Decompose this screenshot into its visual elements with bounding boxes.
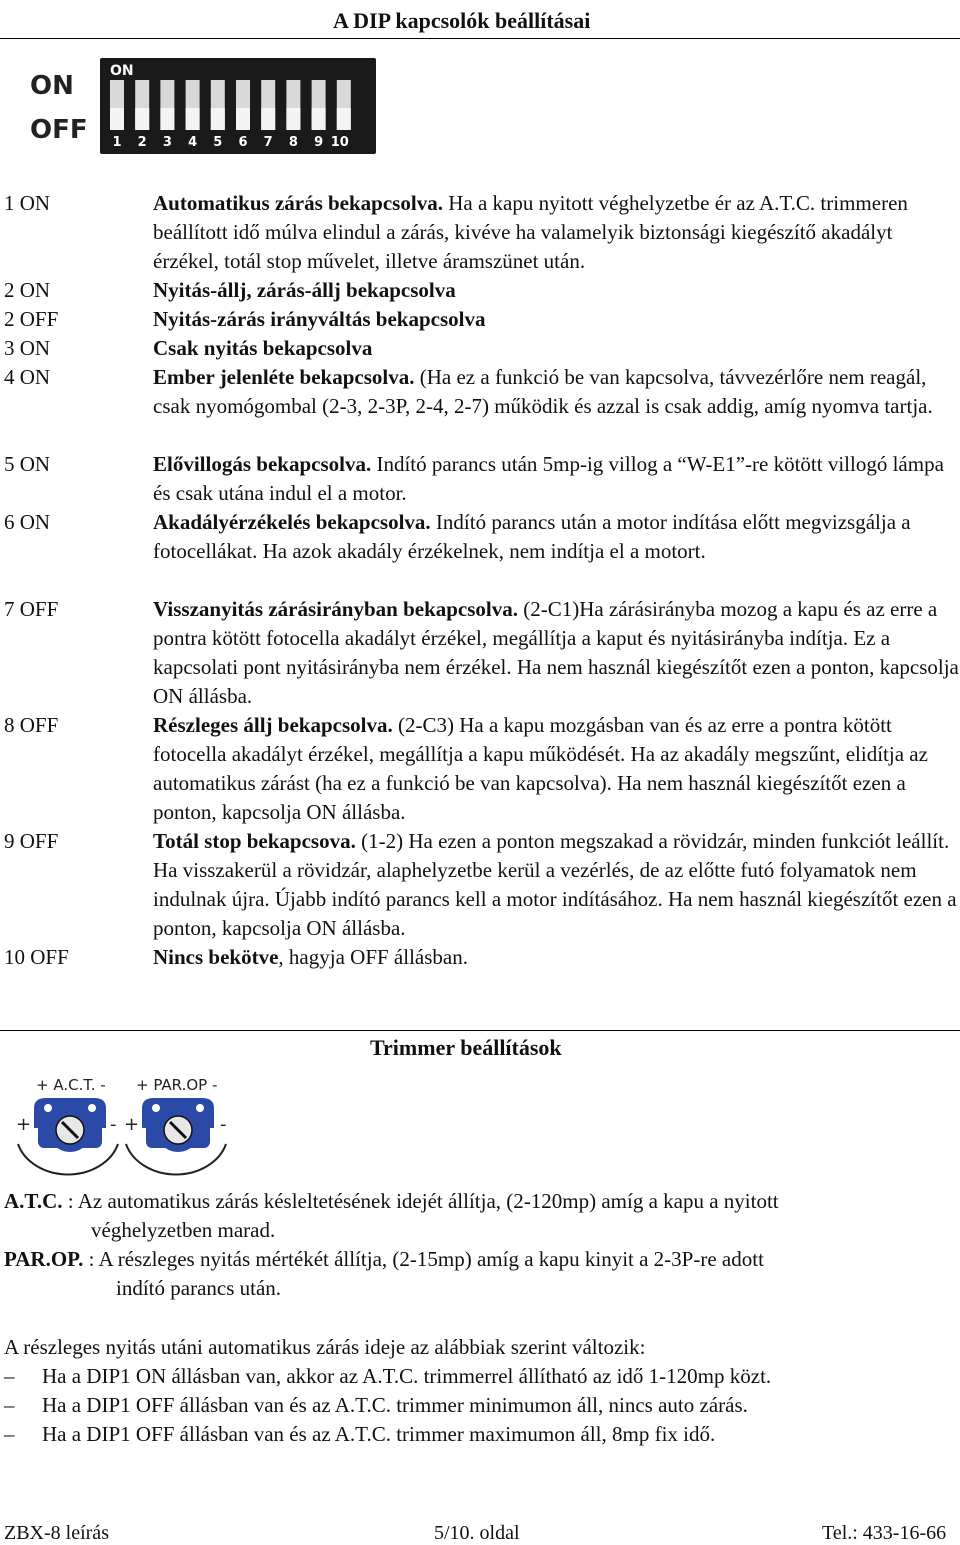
dash-bullet: – xyxy=(4,1364,15,1388)
dip-setting-text: Ha a kapu nyitott véghelyzetbe ér az A.T.C. trimmeren beállított idő múlva elindul a zárás, kivéve ha valamelyik biztonsági kiegészítő akadályt érzékel, totál stop művelet, illetve áramszünet után. xyxy=(153,191,908,273)
dip-lever-off xyxy=(337,108,351,130)
dip-setting-label: 4 ON xyxy=(4,365,51,389)
dip-setting-title: Ember jelenléte bekapcsolva. xyxy=(153,365,415,389)
dip-switch-number: 6 xyxy=(238,135,248,150)
section-rule xyxy=(0,1030,960,1031)
dip-lever-off xyxy=(186,108,200,130)
dip-setting-label: 2 OFF xyxy=(4,307,59,331)
dip-lever-off xyxy=(160,108,174,130)
trimmer-illustration xyxy=(0,1068,260,1188)
auto-close-item: – Ha a DIP1 OFF állásban van és az A.T.C. trimmer minimumon áll, nincs auto zárás. xyxy=(4,1391,748,1420)
dip-lever-off xyxy=(211,108,225,130)
dip-switch-number: 5 xyxy=(213,135,223,150)
dip-setting-text: , hagyja OFF állásban. xyxy=(278,945,468,969)
dip-setting-text: (2-C3) Ha a kapu mozgásban van és az erre a pontra kötött fotocella akadályt érzékel, megállítja a kapu működését. Ha az akadály megszűnt, elidítja az automatikus zárást (ha ez a funkció be van kapcsolva). Ha nem használ kiegészítőt ezen a ponton, kapcsolja ON állásba. xyxy=(153,713,928,824)
page-title: A DIP kapcsolók beállításai xyxy=(333,8,591,33)
dip-setting-description xyxy=(153,595,960,711)
dip-setting-text: Indító parancs után a motor indítása előtt megvizsgálja a fotocellákat. Ha azok akadály érzékelnek, nem indítja el a motort. xyxy=(153,510,911,563)
dip-setting-title: Nyitás-zárás irányváltás bekapcsolva xyxy=(153,307,486,331)
dip-switch-number: 8 xyxy=(288,135,298,150)
trimmer-parop-text: : A részleges nyitás mértékét állítja, (2-15mp) amíg a kapu kinyit a 2-3P-re adott xyxy=(83,1247,764,1271)
dip-setting-title: Totál stop bekapcsova. xyxy=(153,829,356,853)
dip-setting-title: Elővillogás bekapcsolva. xyxy=(153,452,372,476)
dip-setting-description xyxy=(153,276,960,305)
dip-setting-description xyxy=(153,305,960,334)
auto-close-item: – Ha a DIP1 OFF állásban van és az A.T.C. trimmer maximumon áll, 8mp fix idő. xyxy=(4,1420,715,1449)
dip-switch-number: 2 xyxy=(137,135,147,150)
dip-setting-label: 7 OFF xyxy=(4,597,59,621)
dip-setting-description xyxy=(153,943,960,972)
trimmer-parop-icon xyxy=(142,1098,214,1152)
trimmer-atc-desc xyxy=(4,1187,954,1216)
auto-close-item: – Ha a DIP1 ON állásban van, akkor az A.T.C. trimmerrel állítható az idő 1-120mp közt. xyxy=(4,1362,771,1391)
dip-setting-label: 6 ON xyxy=(4,510,51,534)
dip-switch-number: 1 xyxy=(112,135,122,150)
dip-setting-description xyxy=(153,827,960,943)
trimmer-act-plus: + xyxy=(16,1114,32,1135)
dip-setting-title: Visszanyitás zárásirányban bekapcsolva. xyxy=(153,597,519,621)
dip-switch-number: 10 xyxy=(330,135,349,150)
auto-close-intro: A részleges nyitás utáni automatikus zárás ideje az alábbiak szerint változik: xyxy=(4,1335,646,1359)
trimmer-atc-cont: véghelyzetben marad. xyxy=(91,1218,276,1242)
dip-setting-label: 8 OFF xyxy=(4,713,59,737)
dip-lever-off xyxy=(236,108,250,130)
dip-setting-label: 9 OFF xyxy=(4,829,59,853)
dip-setting-description xyxy=(153,508,960,566)
dash-bullet: – xyxy=(4,1393,15,1417)
dip-lever-off xyxy=(312,108,326,130)
dip-switch-number: 3 xyxy=(162,135,172,150)
trimmer-title: Trimmer beállítások xyxy=(370,1035,562,1060)
trimmer-parop-minus: - xyxy=(220,1114,227,1135)
dip-switch-number: 7 xyxy=(263,135,273,150)
dash-bullet: – xyxy=(4,1422,15,1446)
dip-switch-number: 9 xyxy=(314,135,324,150)
dip-switch-on-text: ON xyxy=(110,63,134,79)
dip-setting-title: Részleges állj bekapcsolva. xyxy=(153,713,393,737)
trimmer-act-label: + A.C.T. - xyxy=(36,1076,106,1094)
dip-setting-description xyxy=(153,450,960,508)
trimmer-parop-desc xyxy=(4,1245,954,1274)
dip-off-label: OFF xyxy=(30,115,88,145)
dip-setting-title: Nyitás-állj, zárás-állj bekapcsolva xyxy=(153,278,456,302)
trimmer-parop-label: + PAR.OP - xyxy=(136,1076,218,1094)
trimmer-atc-text: : Az automatikus zárás késleltetésének idejét állítja, (2-120mp) amíg a kapu a nyitott xyxy=(62,1189,779,1213)
dip-lever-off xyxy=(261,108,275,130)
dip-setting-text: (Ha ez a funkció be van kapcsolva, távvezérlőre nem reagál, csak nyomógombal (2-3, 2-3P, 2-4, 2-7) működik és azzal is csak addig, amíg nyomva tartja. xyxy=(153,365,933,418)
dip-setting-title: Csak nyitás bekapcsolva xyxy=(153,336,373,360)
dip-lever-off xyxy=(110,108,124,130)
dip-setting-description xyxy=(153,189,960,276)
dip-setting-label: 3 ON xyxy=(4,336,51,360)
dip-setting-title: Akadályérzékelés bekapcsolva. xyxy=(153,510,431,534)
trimmer-act-icon xyxy=(34,1098,106,1152)
dip-on-label: ON xyxy=(30,71,74,101)
dip-setting-text: (2-C1)Ha zárásirányba mozog a kapu és az erre a pontra kötött fotocella akadályt érzékel, megállítja a kaput és nyitásirányba indítja. Ez a kapcsolati pont nyitásirányba nem érzékel. Ha nem használ kiegészítőt ezen a ponton, kapcsolja ON állásba. xyxy=(153,597,959,708)
dip-setting-title: Automatikus zárás bekapcsolva. xyxy=(153,191,443,215)
dip-setting-label: 1 ON xyxy=(4,191,51,215)
dip-setting-description xyxy=(153,363,960,421)
dip-lever-off xyxy=(286,108,300,130)
footer-phone: Tel.: 433-16-66 xyxy=(822,1522,947,1544)
dip-setting-description xyxy=(153,334,960,363)
trimmer-parop-plus: + xyxy=(124,1114,140,1135)
dip-setting-label: 5 ON xyxy=(4,452,51,476)
trimmer-act-minus: - xyxy=(110,1114,117,1135)
trimmer-parop-cont: indító parancs után. xyxy=(116,1276,282,1300)
dip-lever-off xyxy=(135,108,149,130)
dip-setting-text: (1-2) Ha ezen a ponton megszakad a rövidzár, minden funkciót leállít. Ha visszakerül a rövidzár, alaphelyzetbe kerül a vezérlés, de az előtte futó folyamatok nem indulnak újra. Újabb indító parancs kell a motor indításához. Ha nem használ kiegészítőt ezen a ponton, kapcsolja ON állásba. xyxy=(153,829,957,940)
trimmer-atc-term: A.T.C. xyxy=(4,1189,63,1213)
dip-switch-illustration xyxy=(0,48,400,160)
dip-switch-number: 4 xyxy=(188,135,198,150)
footer-page-number: 5/10. oldal xyxy=(434,1522,520,1544)
dip-setting-title: Nincs bekötve xyxy=(153,945,279,969)
dip-setting-text: Indító parancs után 5mp-ig villog a “W-E1”-re kötött villogó lámpa és csak utána indul el a motor. xyxy=(153,452,944,505)
dip-setting-label: 10 OFF xyxy=(4,945,69,969)
header-rule xyxy=(0,38,960,39)
trimmer-parop-term: PAR.OP. xyxy=(4,1247,84,1271)
footer-doc-name: ZBX-8 leírás xyxy=(4,1522,109,1544)
dip-setting-description xyxy=(153,711,960,827)
dip-setting-label: 2 ON xyxy=(4,278,51,302)
